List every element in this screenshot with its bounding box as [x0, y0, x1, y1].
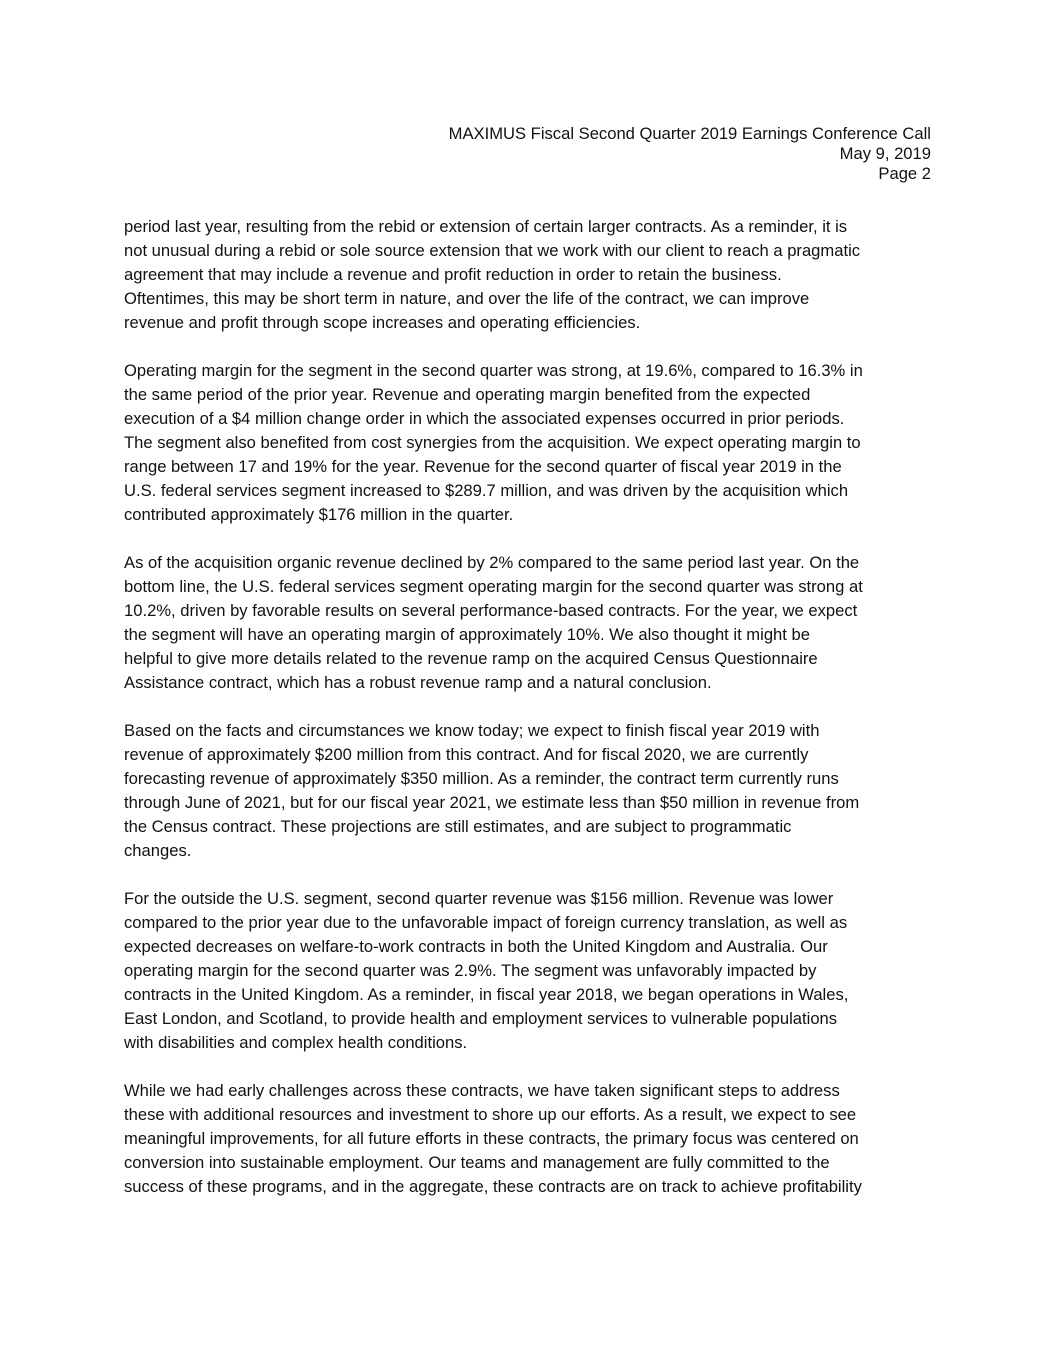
text-line: agreement that may include a revenue and profit reduction in order to retain the business.	[124, 265, 782, 284]
document-title: MAXIMUS Fiscal Second Quarter 2019 Earnings Conference Call	[448, 124, 931, 143]
text-line: success of these programs, and in the aggregate, these contracts are on track to achieve profitability	[124, 1177, 862, 1196]
text-line: the same period of the prior year. Revenue and operating margin benefited from the expected	[124, 385, 811, 404]
text-line: these with additional resources and investment to shore up our efforts. As a result, we expect to see	[124, 1105, 857, 1124]
page-header	[449, 124, 931, 184]
text-line: changes.	[124, 841, 192, 860]
text-line: For the outside the U.S. segment, second quarter revenue was $156 million. Revenue was lower	[124, 889, 834, 908]
text-line: East London, and Scotland, to provide health and employment services to vulnerable populations	[124, 1009, 838, 1028]
text-line: helpful to give more details related to the revenue ramp on the acquired Census Questionnaire	[124, 649, 818, 668]
text-line: not unusual during a rebid or sole source extension that we work with our client to reach a pragmatic	[124, 241, 861, 260]
text-line: the Census contract. These projections are still estimates, and are subject to programmatic	[124, 817, 792, 836]
text-line: expected decreases on welfare-to-work contracts in both the United Kingdom and Australia. Our	[124, 937, 828, 956]
text-line: range between 17 and 19% for the year. Revenue for the second quarter of fiscal year 2019 in the	[124, 457, 842, 476]
text-line: the segment will have an operating margin of approximately 10%. We also thought it might be	[124, 625, 810, 644]
text-line: with disabilities and complex health conditions.	[124, 1033, 468, 1052]
document-body	[124, 215, 944, 1223]
paragraph-census-contract	[124, 719, 944, 863]
text-line: The segment also benefited from cost synergies from the acquisition. We expect operating margin to	[124, 433, 861, 452]
text-line: Based on the facts and circumstances we know today; we expect to finish fiscal year 2019 with	[124, 721, 820, 740]
text-line: contracts in the United Kingdom. As a reminder, in fiscal year 2018, we began operations in Wales,	[124, 985, 849, 1004]
page-number: Page 2	[878, 164, 931, 183]
text-line: U.S. federal services segment increased to $289.7 million, and was driven by the acquisition which	[124, 481, 849, 500]
text-line: meaningful improvements, for all future efforts in these contracts, the primary focus was centered on	[124, 1129, 859, 1148]
text-line: Oftentimes, this may be short term in nature, and over the life of the contract, we can improve	[124, 289, 810, 308]
text-line: period last year, resulting from the rebid or extension of certain larger contracts. As a reminder, it is	[124, 217, 848, 236]
text-line: conversion into sustainable employment. Our teams and management are fully committed to the	[124, 1153, 830, 1172]
text-line: operating margin for the second quarter was 2.9%. The segment was unfavorably impacted by	[124, 961, 817, 980]
text-line: 10.2%, driven by favorable results on several performance-based contracts. For the year, we expect	[124, 601, 858, 620]
text-line: revenue and profit through scope increases and operating efficiencies.	[124, 313, 641, 332]
text-line: compared to the prior year due to the unfavorable impact of foreign currency translation, as well as	[124, 913, 848, 932]
document-date: May 9, 2019	[839, 144, 931, 163]
paragraph-uk-challenges	[124, 1079, 944, 1199]
text-line: bottom line, the U.S. federal services segment operating margin for the second quarter was strong at	[124, 577, 863, 596]
text-line: through June of 2021, but for our fiscal year 2021, we estimate less than $50 million in revenue from	[124, 793, 860, 812]
text-line: execution of a $4 million change order in which the associated expenses occurred in prior periods.	[124, 409, 845, 428]
text-line: forecasting revenue of approximately $350 million. As a reminder, the contract term currently runs	[124, 769, 839, 788]
text-line: contributed approximately $176 million in the quarter.	[124, 505, 514, 524]
paragraph-operating-margin	[124, 359, 944, 527]
paragraph-outside-us-segment	[124, 887, 944, 1055]
text-line: revenue of approximately $200 million from this contract. And for fiscal 2020, we are currently	[124, 745, 809, 764]
paragraph-federal-services	[124, 551, 944, 695]
text-line: Operating margin for the segment in the second quarter was strong, at 19.6%, compared to 16.3% in	[124, 361, 863, 380]
text-line: As of the acquisition organic revenue declined by 2% compared to the same period last year. On the	[124, 553, 860, 572]
text-line: While we had early challenges across these contracts, we have taken significant steps to address	[124, 1081, 840, 1100]
text-line: Assistance contract, which has a robust revenue ramp and a natural conclusion.	[124, 673, 712, 692]
paragraph-contract-rebids	[124, 215, 944, 335]
